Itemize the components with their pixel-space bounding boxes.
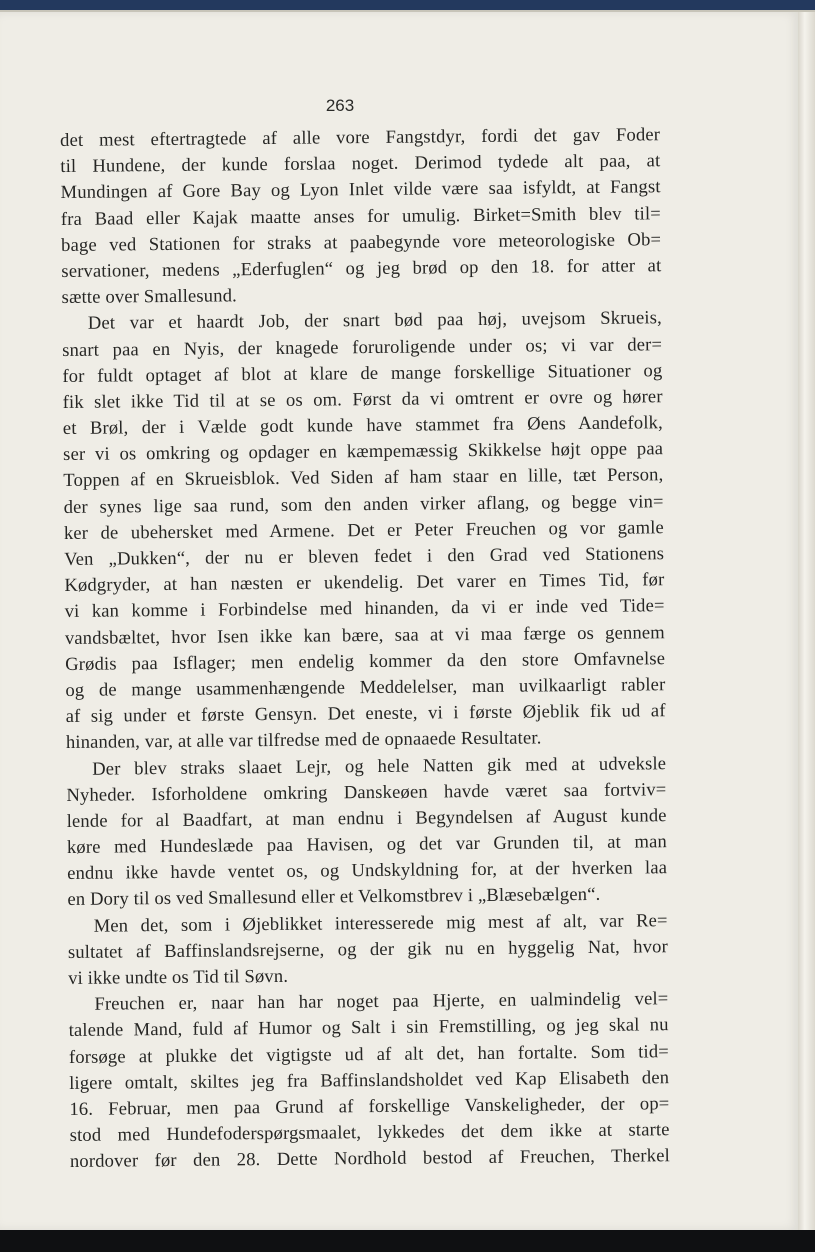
text-line: vandsbæltet, hvor Isen ikke kan bære, saa at vi maa færge os gennem bbox=[64, 621, 665, 649]
text-line: 16. Februar, men paa Grund af forskellige Vanskeligheder, der op= bbox=[69, 1093, 670, 1120]
text-line: forsøge at plukke det vigtigste ud af alt det, han fortalte. Som tid= bbox=[68, 1040, 669, 1068]
text-line: af sig under et første Gensyn. Det eneste, vi i første Øjeblik fik ud af bbox=[65, 700, 666, 728]
text-line: ker de ubehersket med Armene. Det er Peter Freuchen og vor gamle bbox=[63, 517, 664, 544]
text-line: Nyheder. Isforholdene omkring Danskeøen havde været saa fortviv= bbox=[66, 778, 667, 806]
text-line: vi kan komme i Forbindelse med hinanden, da vi er inde ved Tide= bbox=[64, 595, 665, 623]
text-line: Men det, som i Øjeblikket interesserede mig mest af alt, var Re= bbox=[93, 909, 668, 937]
text-line: fik slet ikke Tid til at se os om. Først da vi omtrent er ovre og hører bbox=[62, 386, 663, 413]
text-line: servationer, medens „Ederfuglen“ og jeg brød op den 18. for atter at bbox=[61, 255, 662, 282]
book-page bbox=[0, 12, 800, 1230]
text-line: hinanden, var, at alle var tilfredse med de opnaaede Resultater. bbox=[65, 727, 542, 754]
text-line: et Brøl, der i Vælde godt kunde have stammet fra Øens Aandefolk, bbox=[62, 412, 663, 440]
text-line: nordover før den 28. Dette Nordhold bestod af Freuchen, Therkel bbox=[69, 1145, 670, 1173]
text-line: Grødis paa Isflager; men endelig kommer da den store Omfavnelse bbox=[65, 647, 666, 675]
text-line: ser vi os omkring og opdager en kæmpemæssig Skikkelse højt oppe paa bbox=[63, 438, 664, 466]
text-line: for fuldt optaget af blot at klare de mange forskellige Situationer og bbox=[62, 359, 663, 387]
page-number: 263 bbox=[325, 96, 355, 115]
scan-bottom-edge bbox=[0, 1230, 815, 1252]
text-line: Mundingen af Gore Bay og Lyon Inlet vilde være saa isfyldt, at Fangst bbox=[60, 176, 661, 204]
text-line: Freuchen er, naar han har noget paa Hjerte, en ualmindelig vel= bbox=[94, 988, 669, 1015]
page-edge bbox=[798, 12, 815, 1230]
text-line: til Hundene, der kunde forslaa noget. Derimod tydede alt paa, at bbox=[60, 150, 661, 178]
text-line: endnu ikke havde ventet os, og Undskyldning for, at der hverken laa bbox=[67, 857, 668, 885]
text-line: bage ved Stationen for straks at paabegynde vore meteorologiske Ob= bbox=[61, 228, 662, 256]
text-line: og de mange usammenhængende Meddelelser, man uvilkaarligt rabler bbox=[65, 674, 666, 701]
text-line: sætte over Smallesund. bbox=[61, 285, 238, 309]
text-line: en Dory til os ved Smallesund eller et Velkomstbrev i „Blæsebælgen“. bbox=[67, 884, 601, 911]
text-line: sultatet af Baffinslandsrejserne, og der gik nu en hyggelig Nat, hvor bbox=[67, 936, 668, 963]
text-line: lende for al Baadfart, at man endnu i Begyndelsen af August kunde bbox=[66, 805, 667, 832]
text-line: Kødgryder, at han næsten er ukendelig. Det varer en Times Tid, før bbox=[64, 569, 665, 597]
text-line: Der blev straks slaaet Lejr, og hele Natten gik med at udveksle bbox=[92, 752, 667, 780]
text-line: Ven „Dukken“, der nu er bleven fedet i den Grad ved Stationens bbox=[64, 543, 665, 570]
text-line: Det var et haardt Job, der snart bød paa høj, uvejsom Skrueis, bbox=[87, 307, 662, 335]
text-line: Toppen af en Skrueisblok. Ved Siden af ham staar en lille, tæt Person, bbox=[63, 464, 664, 492]
text-line: køre med Hundeslæde paa Havisen, og det var Grunden til, at man bbox=[66, 831, 667, 859]
text-line: ligere omtalt, skiltes jeg fra Baffinslandsholdet ved Kap Elisabeth den bbox=[69, 1066, 670, 1094]
body-text bbox=[60, 122, 670, 1175]
text-line: det mest eftertragtede af alle vore Fangstdyr, fordi det gav Foder bbox=[60, 124, 661, 151]
text-line: talende Mand, fuld af Humor og Salt i sin Fremstilling, og jeg skal nu bbox=[68, 1014, 669, 1042]
text-line: stod med Hundefoderspørgsmaalet, lykkedes det dem ikke at starte bbox=[69, 1119, 670, 1147]
text-line: vi ikke undte os Tid til Søvn. bbox=[68, 965, 289, 989]
text-line: snart paa en Nyis, der knagede foruroligende under os; vi var der= bbox=[62, 333, 663, 361]
text-line: der synes lige saa rund, som den anden virker aflang, og begge vin= bbox=[63, 490, 664, 518]
text-line: fra Baad eller Kajak maatte anses for umulig. Birket=Smith blev til= bbox=[60, 202, 661, 230]
